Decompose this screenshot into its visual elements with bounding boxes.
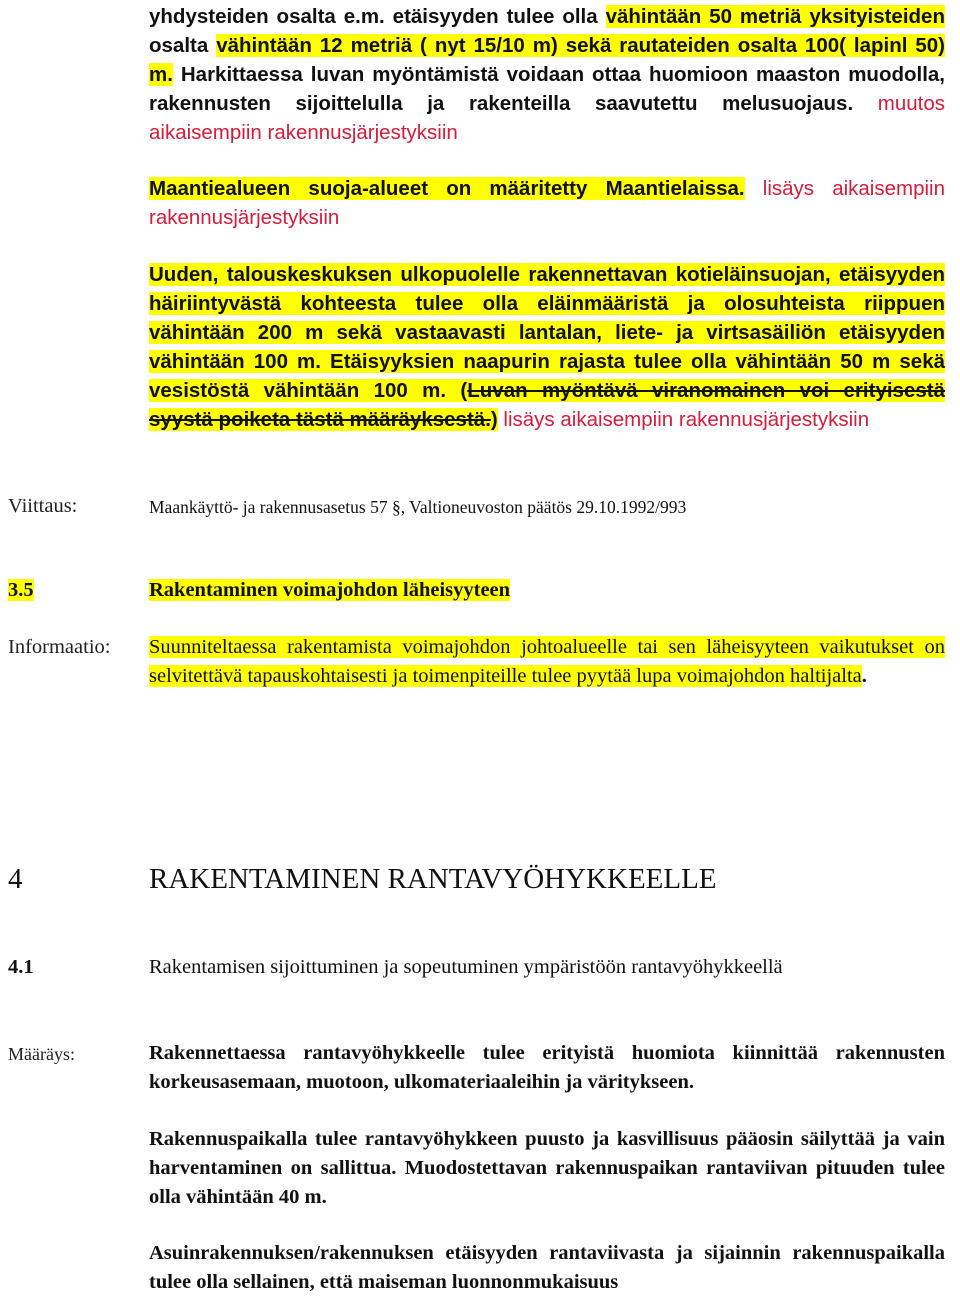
paragraph-animal-shelter <box>149 260 945 434</box>
p3-highlight: Uuden, talouskeskuksen ulkopuolelle rakennettavan kotieläinsuojan, etäisyyden häiriintyvästä kohteesta tulee olla eläinmääristä ja olosuhteista riippuen vähintään 200 m sekä vastaavasti lantalan, liete- ja virtsasäiliön etäisyyden vähintään 100 m. Etäisyyksien naapurin rajasta tulee olla vähintään 50 m sekä vesistöstä vähintään 100 m. <box>149 263 945 402</box>
section-3-5-number: 3.5 <box>8 579 34 601</box>
paragraph-road-protection <box>149 174 945 232</box>
p3-paren-close: ) <box>490 408 498 431</box>
p3-struck-text: Luvan myöntävä viranomainen voi erityisestä syystä poiketa tästä määräyksestä. <box>149 379 945 431</box>
p1-highlight-b: vähintään 50 metriä yksityisteiden <box>605 5 945 28</box>
section-4-1-title: Rakentamisen sijoittuminen ja sopeutuminen ympäristöön rantavyöhykkeellä <box>149 956 783 978</box>
p2-change-note: lisäys aikaisempiin rakennusjärjestyksiin <box>149 177 946 229</box>
p3-paren-open: ( <box>460 379 468 402</box>
viittaus-text: Maankäyttö- ja rakennusasetus 57 §, Valtioneuvoston päätös 29.10.1992/993 <box>149 497 687 517</box>
p3-change-note: lisäys aikaisempiin rakennusjärjestyksiin <box>497 408 870 431</box>
p1-highlight-e: sekä rautateiden osalta 100( lapinl 50) m. <box>149 34 945 86</box>
maarays-paragraph-2: Rakennuspaikalla tulee rantavyöhykkeen puusto ja kasvillisuus pääosin säilyttää ja vain harventaminen on sallittua. Muodostettavan rakennuspaikan rantaviivan pituuden tulee olla vähintään 40 m. <box>149 1128 945 1208</box>
section-4-1-number: 4.1 <box>8 956 34 978</box>
maarays-label: Määräys: <box>8 1044 75 1064</box>
maarays-paragraph-3: Asuinrakennuksen/rakennuksen etäisyyden rantaviivasta ja sijainnin rakennuspaikalla tulee olla sellainen, että maiseman luonnonmukaisuus <box>149 1242 945 1293</box>
informaatio-label: Informaatio: <box>8 636 111 658</box>
section-3-5-title: Rakentaminen voimajohdon läheisyyteen <box>149 579 511 601</box>
maarays-paragraph-1: Rakennettaessa rantavyöhykkeelle tulee erityistä huomiota kiinnittää rakennusten korkeusasemaan, muotoon, ulkomateriaaleihin ja väritykseen. <box>149 1042 945 1093</box>
informaatio-text: Suunniteltaessa rakentamista voimajohdon johtoalueelle tai sen läheisyyteen vaikutukset on selvitettävä tapauskohtaisesti ja toimenpiteille tulee pyytää lupa voimajohdon haltijalta. <box>149 636 945 687</box>
chapter-4-number: 4 <box>8 863 23 895</box>
p1-change-note: muutos aikaisempiin rakennusjärjestyksiin <box>149 92 945 144</box>
p1-highlight-d: vähintään 12 metriä ( nyt 15/10 m) <box>216 34 558 57</box>
p1-text-a: yhdysteiden osalta e.m. etäisyyden tulee olla <box>149 5 606 28</box>
p2-highlight: Maantiealueen suoja-alueet on määritetty Maantielaissa. <box>149 177 745 200</box>
chapter-4-title: RAKENTAMINEN RANTAVYÖHYKKEELLE <box>149 863 717 895</box>
viittaus-label: Viittaus: <box>8 495 78 517</box>
p1-text-f: Harkittaessa luvan myöntämistä voidaan ottaa huomioon maaston muodolla, rakennusten sijoittelulla ja rakenteilla saavutettu melusuojaus. <box>149 63 945 115</box>
paragraph-distance-roads <box>149 2 945 147</box>
p1-text-c: osalta <box>149 34 217 57</box>
